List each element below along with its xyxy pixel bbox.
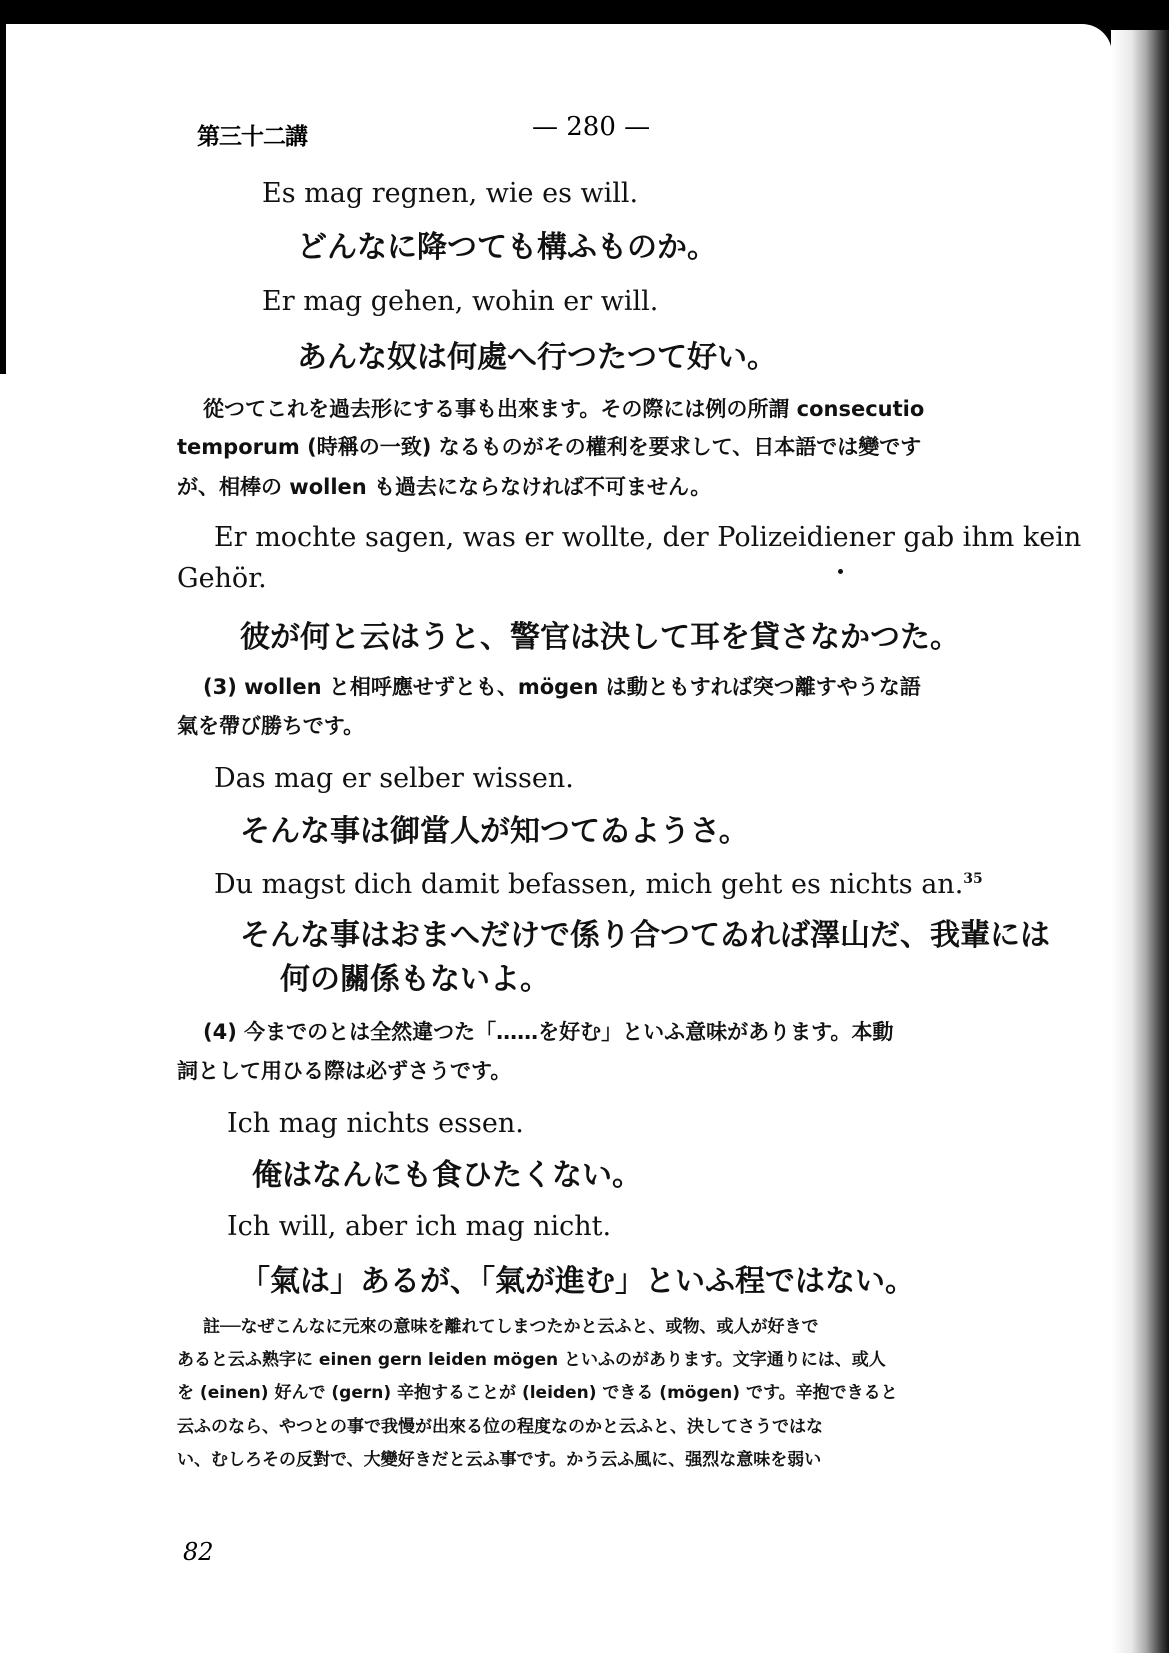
japanese-translation: 何の關係もないよ。 [280, 962, 550, 997]
note-text: あると云ふ熟字に einen gern leiden mögen といふのがあります。文字通りには、或人 [177, 1350, 886, 1370]
german-example: Er mag gehen, wohin er will. [262, 286, 659, 317]
japanese-translation: あんな奴は何處へ行つたつて好い。 [297, 340, 777, 375]
stray-mark [838, 569, 843, 574]
body-text: 從つてこれを過去形にする事も出來ます。その際には例の所謂 consecutio [203, 397, 925, 421]
body-text: temporum (時稱の一致) なるものがその權利を要求して、日本語では變です [177, 435, 922, 459]
page-number-footer: 82 [183, 1538, 214, 1566]
german-example: Er mochte sagen, was er wollte, der Polizeidiener gab ihm kein [214, 522, 1082, 553]
page-number-header: — 280 — [532, 112, 651, 142]
chapter-header: 第三十二講 [197, 123, 307, 150]
footnote-mark: 35 [963, 871, 983, 887]
japanese-translation: そんな事は御當人が知つてゐようさ。 [240, 814, 749, 849]
body-text: 詞として用ひる際は必ずさうです。 [177, 1059, 512, 1083]
page-edge-shadow [1111, 30, 1169, 1653]
note-text: を (einen) 好んで (gern) 辛抱することが (leiden) できる (mögen) です。辛抱できると [177, 1383, 898, 1403]
japanese-translation: どんなに降つても構ふものか。 [297, 230, 717, 265]
german-example: Es mag regnen, wie es will. [262, 178, 639, 209]
german-example: Ich will, aber ich mag nicht. [227, 1211, 612, 1242]
german-example: Das mag er selber wissen. [214, 763, 574, 794]
scan-border [0, 24, 6, 374]
german-example: Gehör. [177, 563, 267, 594]
german-example: Du magst dich damit befassen, mich geht es nichts an.$^{35}$ [214, 869, 983, 900]
body-text: (3) wollen と相呼應せずとも、mögen は動ともすれば突つ離すやうな語 [203, 675, 921, 699]
body-text: (4) 今までのとは全然違つた「……を好む」といふ意味があります。本動 [203, 1020, 894, 1044]
body-text: が、相棒の wollen も過去にならなければ不可ません。 [177, 475, 712, 499]
japanese-translation: そんな事はおまへだけで係り合つてゐれば澤山だ、我輩には [240, 918, 1050, 953]
japanese-translation: 彼が何と云はうと、警官は決して耳を貸さなかつた。 [240, 620, 960, 655]
note-text: い、むしろその反對で、大變好きだと云ふ事です。かう云ふ風に、强烈な意味を弱い [177, 1450, 822, 1470]
body-text: 氣を帶び勝ちです。 [177, 714, 365, 738]
note-text: 註──なぜこんなに元來の意味を離れてしまつたかと云ふと、或物、或人が好きで [203, 1317, 819, 1337]
german-example: Ich mag nichts essen. [227, 1108, 524, 1139]
japanese-translation: 「氣は」あるが、「氣が進む」といふ程ではない。 [240, 1264, 915, 1299]
japanese-translation: 俺はなんにも食ひたくない。 [252, 1158, 642, 1193]
note-text: 云ふのなら、やつとの事で我慢が出來る位の程度なのかと云ふと、決してさうではな [177, 1417, 823, 1437]
